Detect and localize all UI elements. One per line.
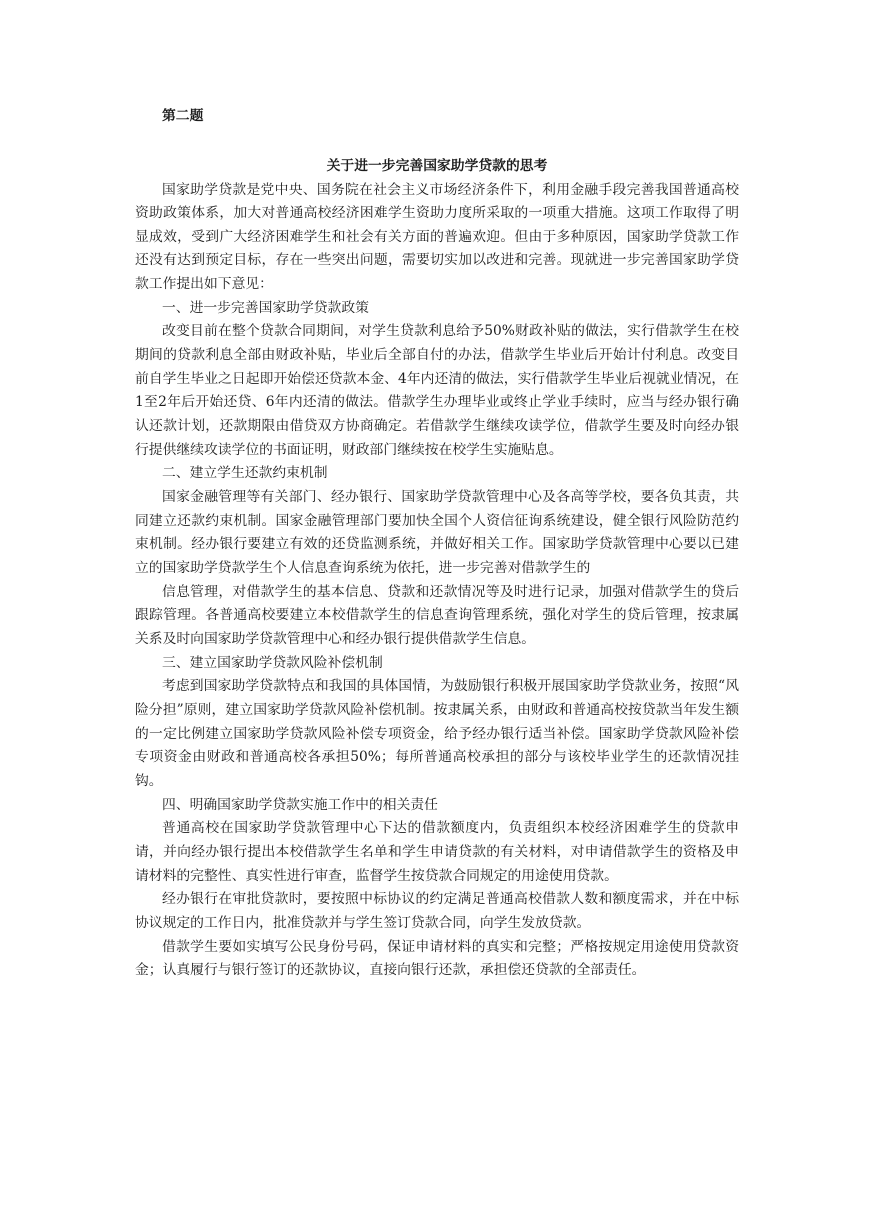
question-label: 第二题 <box>162 108 204 124</box>
paragraph-risk-compensation: 考虑到国家助学贷款特点和我国的具体国情，为鼓励银行积极开展国家助学贷款业务，按照“风险分担”原则，建立国家助学贷款风险补偿机制。按隶属关系，由财政和普通高校按贷款当年发生额的一定比例建立国家助学贷款风险补偿专项资金，给予经办银行适当补偿。国家助学贷款风险补偿专项资金由财政和普通高校各承担50%；每所普通高校承担的部分与该校毕业学生的还款情况挂钩。 <box>135 678 739 789</box>
document-title: 关于进一步完善国家助学贷款的思考 <box>326 158 548 174</box>
section-heading-risk-compensation: 三、建立国家助学贷款风险补偿机制 <box>162 654 383 671</box>
section-heading-repayment-constraint: 二、建立学生还款约束机制 <box>162 465 328 482</box>
paragraph-bank-responsibility: 经办银行在审批贷款时，要按照中标协议的约定满足普通高校借款人数和额度需求，并在中标协议规定的工作日内，批准贷款并与学生签订贷款合同，向学生发放贷款。 <box>135 891 739 931</box>
section-heading-responsibilities: 四、明确国家助学贷款实施工作中的相关责任 <box>162 796 438 813</box>
section-heading-policy: 一、进一步完善国家助学贷款政策 <box>162 299 369 316</box>
document-body <box>135 105 739 983</box>
paragraph-repayment-constraint: 国家金融管理等有关部门、经办银行、国家助学贷款管理中心及各高等学校，要各负其责，共同建立还款约束机制。国家金融管理部门要加快全国个人资信征询系统建设，健全银行风险防范约束机制。经办银行要建立有效的还贷监测系统，并做好相关工作。国家助学贷款管理中心要以已建立的国家助学贷款学生个人信息查询系统为依托，进一步完善对借款学生的 <box>135 489 739 576</box>
paragraph-student-responsibility: 借款学生要如实填写公民身份号码，保证申请材料的真实和完整；严格按规定用途使用贷款资金；认真履行与银行签订的还款协议，直接向银行还款，承担偿还贷款的全部责任。 <box>135 938 739 979</box>
paragraph-information-management: 信息管理，对借款学生的基本信息、贷款和还款情况等及时进行记录，加强对借款学生的贷后跟踪管理。各普通高校要建立本校借款学生的信息查询管理系统，强化对学生的贷后管理，按隶属关系及时向国家助学贷款管理中心和经办银行提供借款学生信息。 <box>135 583 739 647</box>
paragraph-policy: 改变目前在整个贷款合同期间，对学生贷款利息给予50%财政补贴的做法，实行借款学生在校期间的贷款利息全部由财政补贴，毕业后全部自付的办法，借款学生毕业后开始计付利息。改变目前自学生毕业之日起即开始偿还贷款本金、4年内还清的做法，实行借款学生毕业后视就业情况，在1至2年后开始还贷、6年内还清的做法。借款学生办理毕业或终止学业手续时，应当与经办银行确认还款计划，还款期限由借贷双方协商确定。若借款学生继续攻读学位，借款学生要及时向经办银行提供继续攻读学位的书面证明，财政部门继续按在校学生实施贴息。 <box>135 323 739 458</box>
intro-paragraph: 国家助学贷款是党中央、国务院在社会主义市场经济条件下，利用金融手段完善我国普通高校资助政策体系，加大对普通高校经济困难学生资助力度所采取的一项重大措施。这项工作取得了明显成效，受到广大经济困难学生和社会有关方面的普遍欢迎。但由于多种原因，国家助学贷款工作还没有达到预定目标，存在一些突出问题，需要切实加以改进和完善。现就进一步完善国家助学贷款工作提出如下意见： <box>135 181 739 293</box>
paragraph-university-responsibility: 普通高校在国家助学贷款管理中心下达的借款额度内，负责组织本校经济困难学生的贷款申请，并向经办银行提出本校借款学生名单和学生申请贷款的有关材料，对申请借款学生的资格及申请材料的完整性、真实性进行审查，监督学生按贷款合同规定的用途使用贷款。 <box>135 820 739 884</box>
